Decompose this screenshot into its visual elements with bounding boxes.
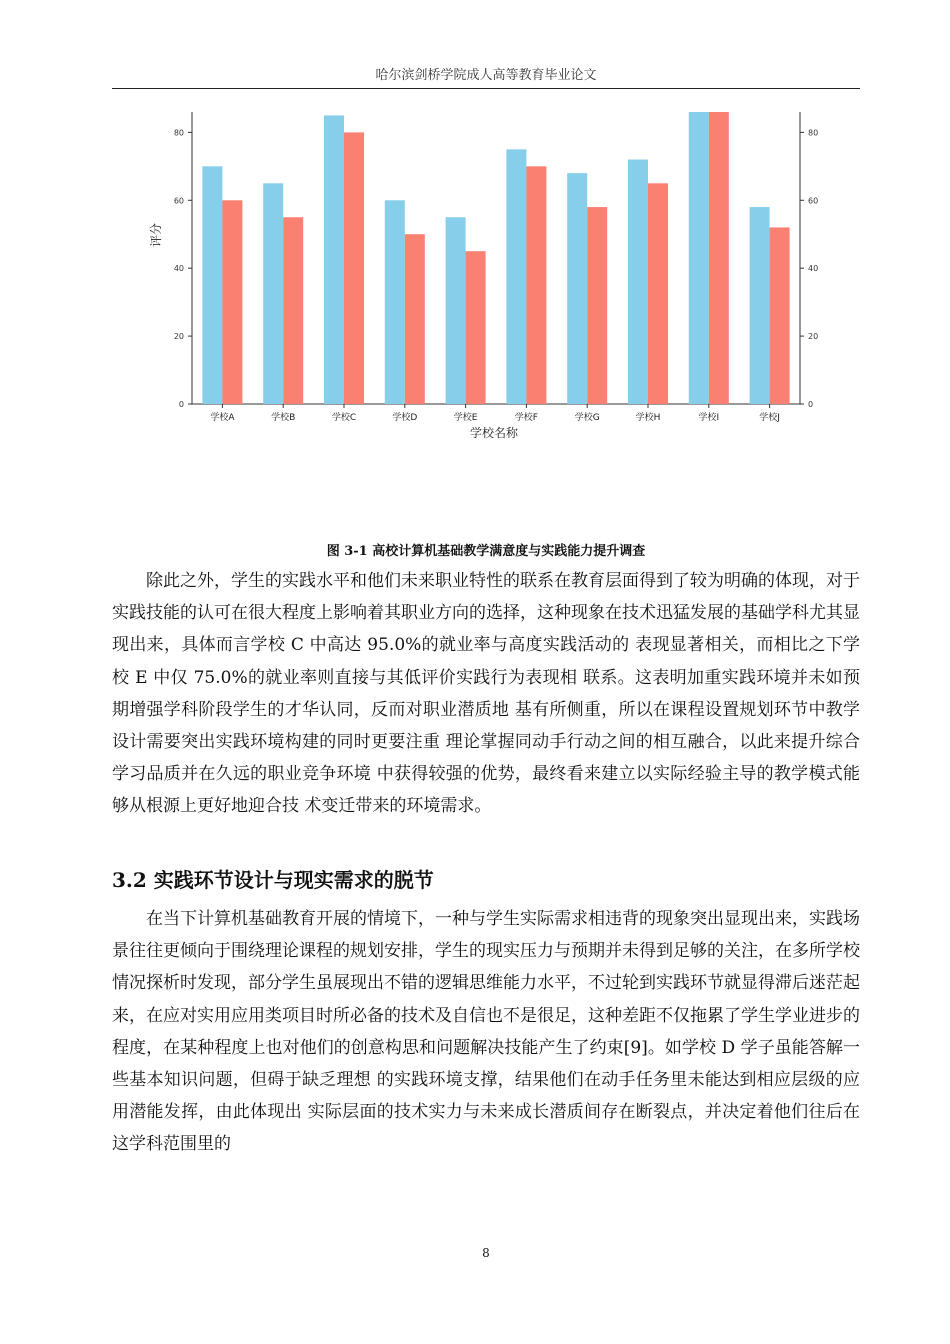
bar-blue — [506, 149, 526, 404]
y-tick-label-left: 40 — [173, 264, 184, 274]
y-tick-label-left: 20 — [173, 332, 184, 342]
bar-red — [405, 234, 425, 404]
y-tick-label-right: 80 — [808, 128, 819, 138]
page-header: 哈尔滨剑桥学院成人高等教育毕业论文 — [375, 68, 597, 83]
bar-blue — [567, 173, 587, 404]
x-tick-label: 学校C — [331, 413, 357, 423]
bar-blue — [202, 166, 222, 404]
bar-blue — [446, 217, 466, 404]
y-tick-label-left: 60 — [173, 196, 184, 206]
bar-red — [648, 183, 668, 404]
body-paragraph-1: 除此之外，学生的实践水平和他们未来职业特性的联系在教育层面得到了较为明确的体现，对于实践技能的认可在很大程度上影响着其职业方向的选择，这种现象在技术迅猛发展的基础学科尤其显现出来，具体而言学校 C 中高达 95.0%的就业率与高度实践活动的 表现显著相关，而相比之下学校 E 中仅 75.0%的就业率则直接与其低评价实践行为表现相 联系。这表明加重实践环境并未如预期增强学科阶段学生的才华认同，反而对职业潜质地 基有所侧重，所以在课程设置规划环节中教学设计需要突出实践环境构建的同时更要注重 理论掌握同动手行动之间的相互融合，以此来提升综合学习品质并在久远的职业竞争环境 中获得较强的优势，最终看来建立以实际经验主导的教学模式能够从根源上更好地迎合技 术变迁带来的环境需求。 — [112, 571, 860, 817]
bar-red — [587, 207, 607, 404]
y-tick-label-right: 20 — [808, 332, 819, 342]
bar-blue — [628, 160, 648, 404]
x-tick-label: 学校E — [453, 413, 478, 423]
x-tick-label: 学校J — [759, 413, 780, 423]
x-axis-title: 学校名称 — [469, 426, 519, 440]
y-tick-label-left: 0 — [178, 400, 184, 409]
bar-red — [283, 217, 303, 404]
bar-blue — [385, 200, 405, 404]
bar-red — [770, 227, 790, 404]
bar-red — [222, 200, 242, 404]
bar-red — [526, 166, 546, 404]
bar-blue — [689, 112, 709, 404]
bar-red — [466, 251, 486, 404]
y-tick-label-left: 80 — [173, 128, 184, 138]
bar-blue — [324, 115, 344, 404]
y-axis-title: 评分 — [149, 222, 163, 248]
x-tick-label: 学校G — [574, 413, 600, 423]
bar-blue — [750, 207, 770, 404]
x-tick-label: 学校I — [698, 413, 720, 423]
y-tick-label-right: 60 — [808, 196, 819, 206]
y-tick-label-right: 40 — [808, 264, 819, 274]
chart-bars — [202, 112, 789, 404]
bar-red — [709, 112, 729, 404]
bar-chart — [112, 100, 852, 440]
bar-blue — [263, 183, 283, 404]
page-number: 8 — [482, 1246, 490, 1260]
body-paragraph-2: 在当下计算机基础教育开展的情境下，一种与学生实际需求相违背的现象突出显现出来，实践场景往往更倾向于围绕理论课程的规划安排，学生的现实压力与预期并未得到足够的关注，在多所学校情况探析时发现，部分学生虽展现出不错的逻辑思维能力水平，不过轮到实践环节就显得滞后迷茫起来，在应对实用应用类项目时所必备的技术及自信也不是很足，这种差距不仅拖累了学生学业进步的程度，在某种程度上也对他们的创意构思和问题解决技能产生了约束[9]。如学校 D 学子虽能答解一些基本知识问题，但碍于缺乏理想 的实践环境支撑，结果他们在动手任务里未能达到相应层级的应用潜能发挥，由此体现出 实际层面的技术实力与未来成长潜质间存在断裂点，并决定着他们往后在这学科范围里的 — [112, 909, 860, 1155]
x-tick-label: 学校B — [271, 413, 296, 423]
x-tick-label: 学校D — [392, 413, 418, 423]
y-tick-label-right: 0 — [808, 400, 814, 409]
x-tick-label: 学校F — [514, 413, 538, 423]
bar-red — [344, 132, 364, 404]
figure-caption: 图 3-1 高校计算机基础教学满意度与实践能力提升调查 — [326, 544, 646, 559]
header-rule — [112, 88, 860, 89]
x-tick-label: 学校H — [635, 413, 661, 423]
section-heading: 3.2 实践环节设计与现实需求的脱节 — [112, 868, 434, 892]
x-tick-label: 学校A — [210, 413, 235, 423]
